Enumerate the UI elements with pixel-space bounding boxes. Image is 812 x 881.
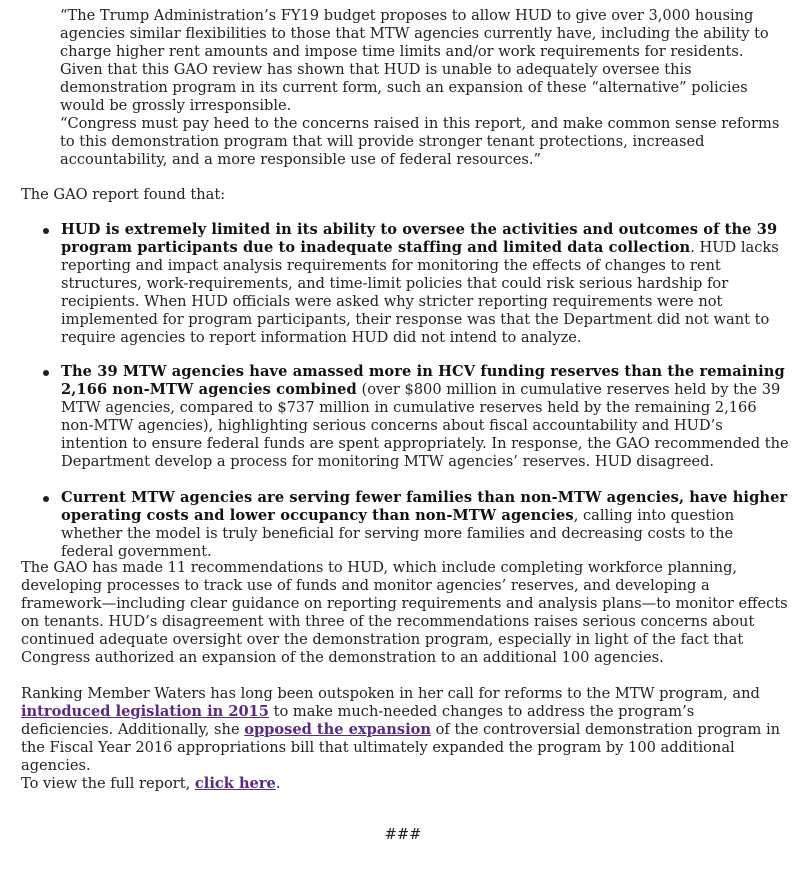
list-item bbox=[61, 221, 789, 347]
list-item bbox=[61, 489, 789, 561]
finding-detail: (over $800 million in cumulative reserves held by the 39 MTW agencies, compared to $737 million in cumulative reserves held by the remaining 2,166 non-MTW agencies), highlighting serious concerns about fiscal accountability and HUD’s intention to ensure federal funds are spent appropriately. In response, the GAO recommended the Department develop a process for monitoring MTW agencies’ reserves. HUD disagreed. bbox=[61, 381, 789, 470]
full-report-text: To view the full report, bbox=[21, 775, 195, 792]
waters-text: Ranking Member Waters has long been outspoken in her call for reforms to the MTW program, and bbox=[21, 685, 760, 702]
finding-detail: , calling into question whether the model is truly beneficial for serving more families and decreasing costs to the federal government. bbox=[61, 507, 735, 560]
waters-paragraph bbox=[21, 685, 791, 775]
quote-paragraph: “Congress must pay heed to the concerns raised in this report, and make common sense reforms to this demonstration program that will provide stronger tenant protections, increased accountability, and a more responsible use of federal resources.” bbox=[60, 115, 780, 168]
quote-paragraph: “The Trump Administration’s FY19 budget proposes to allow HUD to give over 3,000 housing agencies similar flexibilities to those that MTW agencies currently have, including the ability to charge higher rent amounts and impose time limits and/or work requirements for residents. Given that this GAO review has shown that HUD is unable to adequately oversee this demonstration program in its current form, such an expansion of these “alternative” policies would be grossly irresponsible. bbox=[60, 7, 769, 114]
findings-intro: The GAO report found that: bbox=[21, 186, 226, 203]
introduced-legislation-link[interactable]: introduced legislation in 2015 bbox=[21, 703, 269, 720]
full-report-paragraph bbox=[21, 775, 791, 793]
list-item bbox=[61, 363, 789, 471]
finding-detail: . HUD lacks reporting and impact analysis requirements for monitoring the effects of changes to rent structures, work-requirements, and time-limit policies that could risk serious hardship for recipients. When HUD officials were asked why stricter reporting requirements were not implemented for program participants, their response was that the Department did not want to require agencies to report information HUD did not intend to analyze. bbox=[61, 239, 779, 346]
waters-text: to make much-needed changes to address the program’s deficiencies. Additionally, she bbox=[21, 703, 695, 738]
full-report-text: . bbox=[275, 775, 281, 792]
finding-lead: HUD is extremely limited in its ability to oversee the activities and outcomes of the 39 program participants due to inadequate staffing and limited data collection bbox=[61, 221, 778, 256]
end-mark: ### bbox=[384, 826, 422, 843]
finding-lead: Current MTW agencies are serving fewer families than non-MTW agencies, have higher operating costs and lower occupancy than non-MTW agencies bbox=[61, 489, 788, 524]
opposed-expansion-link[interactable]: opposed the expansion bbox=[244, 721, 431, 738]
finding-lead: The 39 MTW agencies have amassed more in HCV funding reserves than the remaining 2,166 non-MTW agencies combined bbox=[61, 363, 785, 398]
click-here-link[interactable]: click here bbox=[194, 775, 276, 792]
recommendations-paragraph: The GAO has made 11 recommendations to HUD, which include completing workforce planning, developing processes to track use of funds and monitor agencies’ reserves, and developing a framework—including clear guidance on reporting requirements and analysis plans—to monitor effects on tenants. HUD’s disagreement with three of the recommendations raises serious concerns about continued adequate oversight over the demonstration program, especially in light of the fact that Congress authorized an expansion of the demonstration to an additional 100 agencies. bbox=[21, 559, 788, 666]
waters-text: of the controversial demonstration program in the Fiscal Year 2016 appropriations bill that ultimately expanded the program by 100 additional agencies. bbox=[21, 721, 781, 774]
